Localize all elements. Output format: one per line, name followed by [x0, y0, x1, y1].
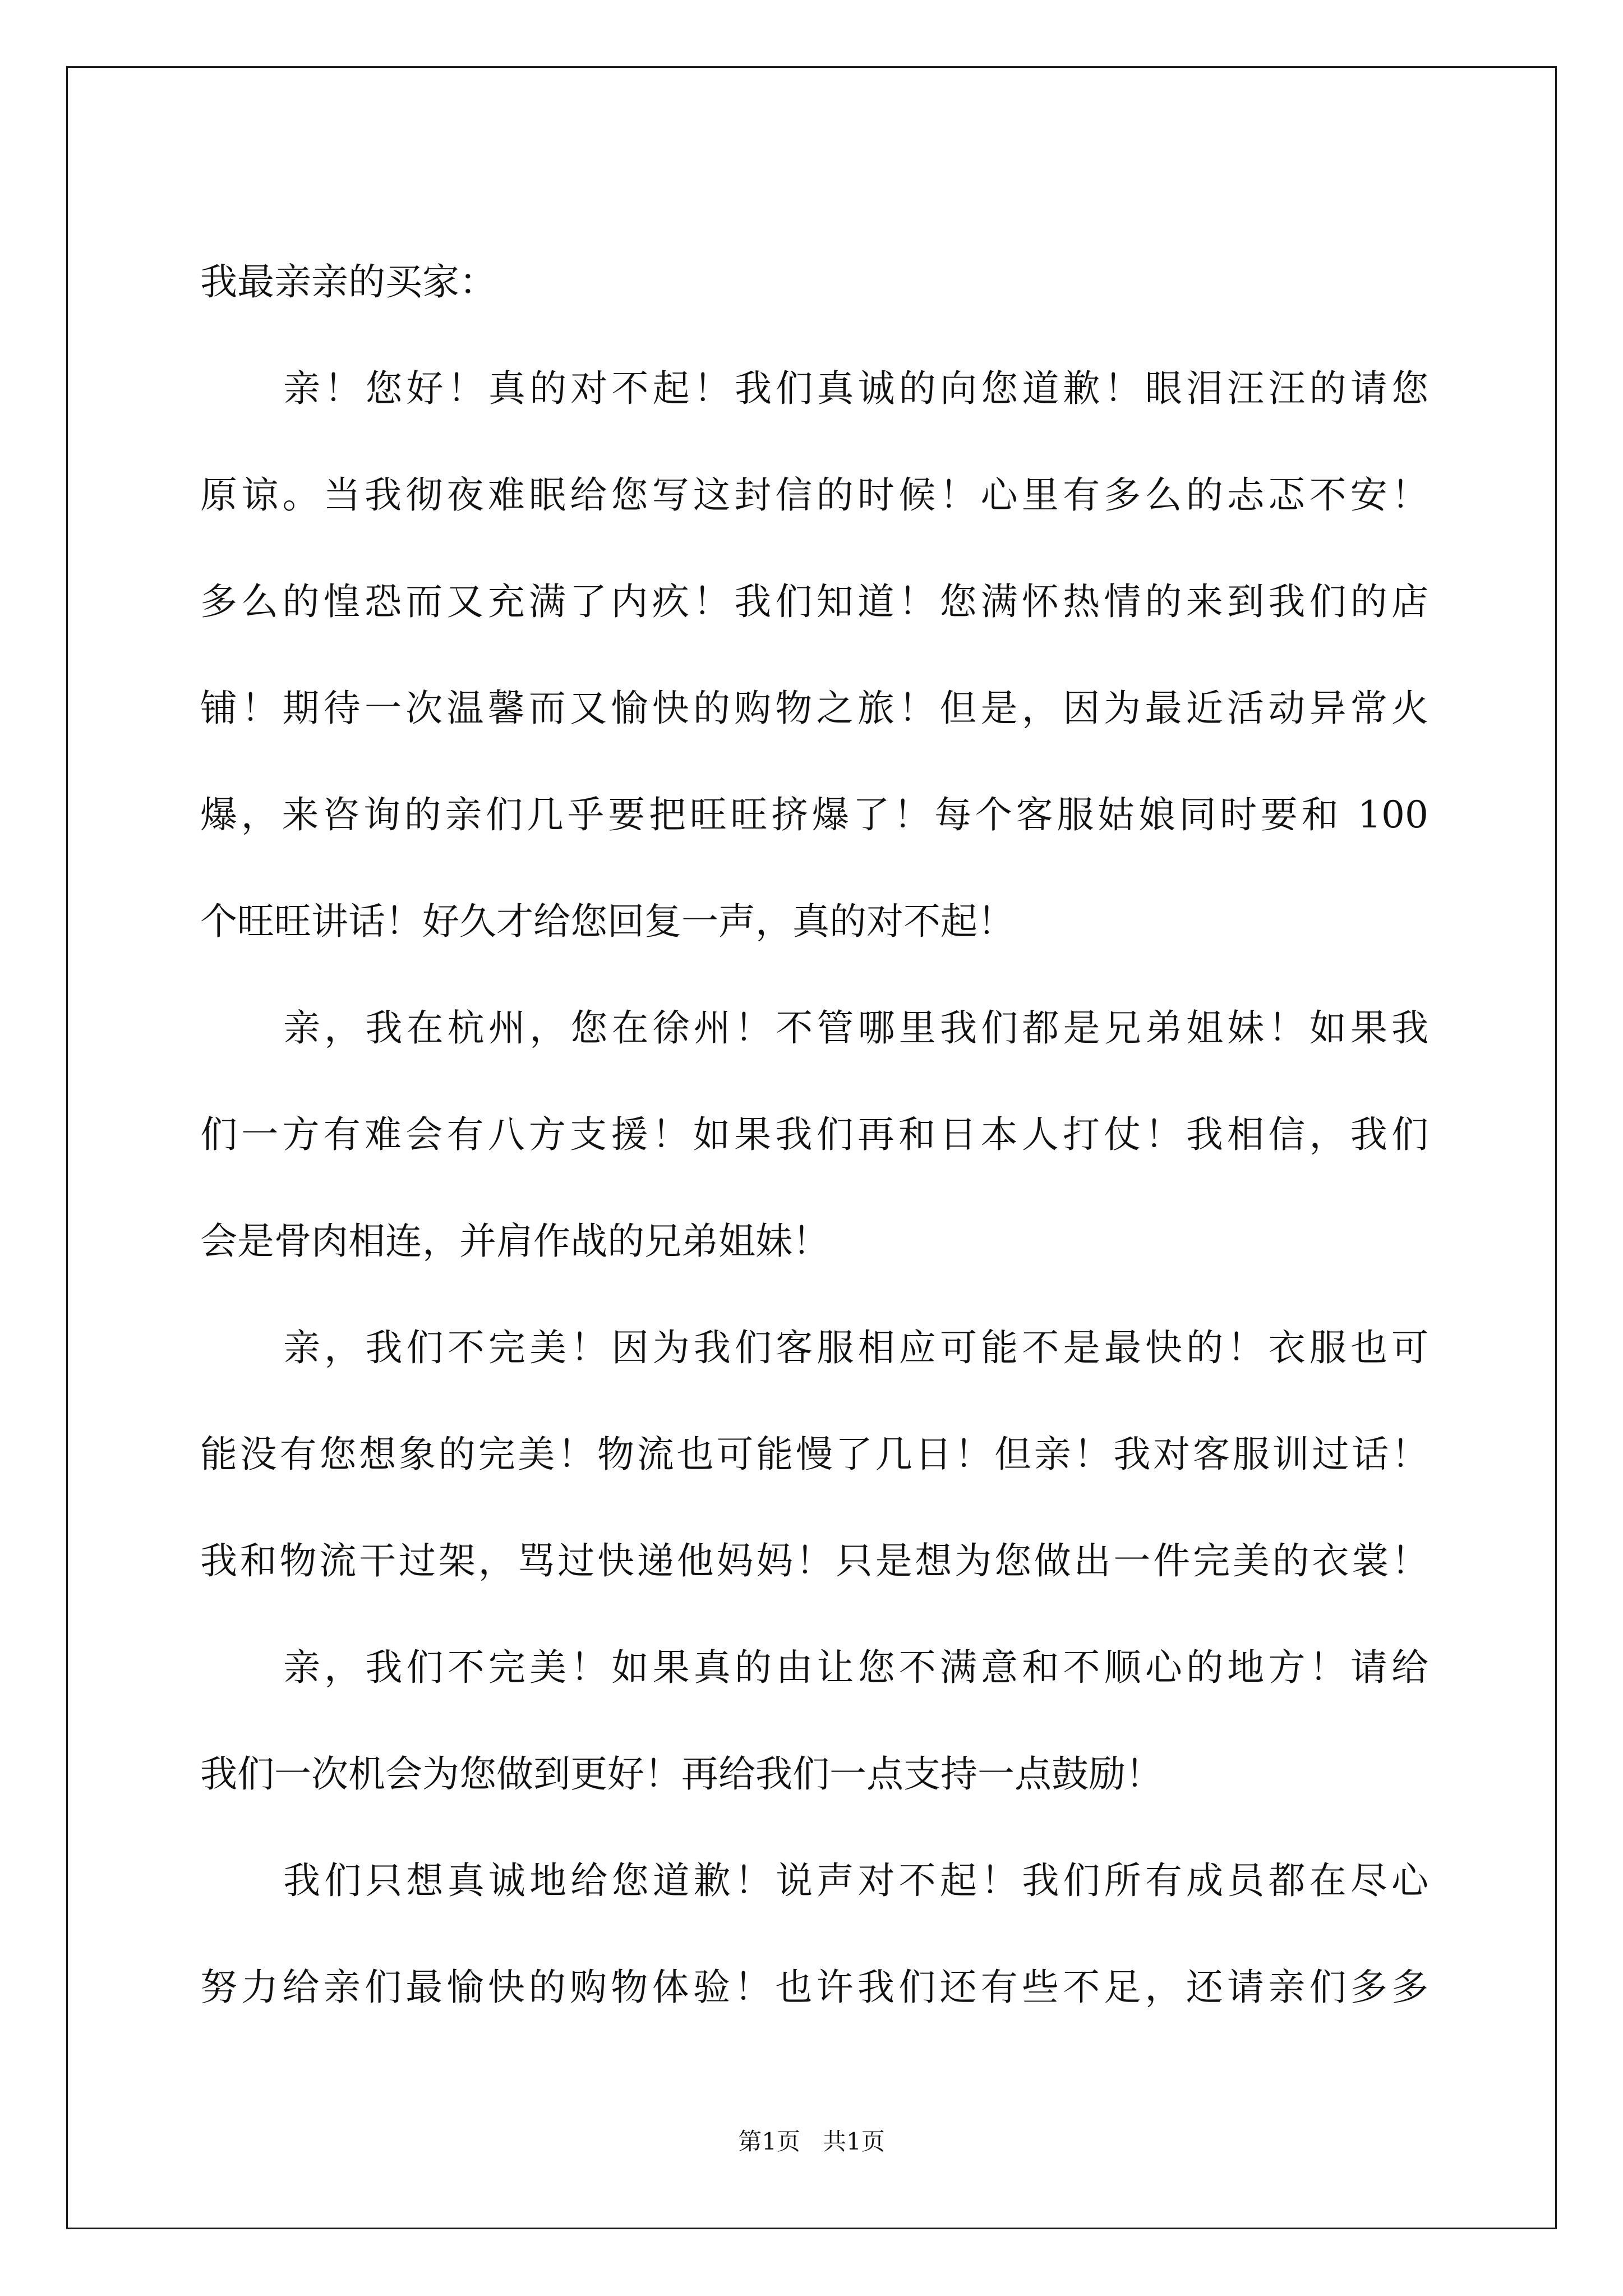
paragraph-2	[200, 975, 1428, 1295]
paragraph-line: 亲！您好！真的对不起！我们真诚的向您道歉！眼泪汪汪的请您	[283, 367, 1428, 410]
paragraph-line: 们一方有难会有八方支援！如果我们再和日本人打仗！我相信，我们	[200, 1113, 1428, 1156]
paragraph-line: 努力给亲们最愉快的购物体验！也许我们还有些不足，还请亲们多多	[200, 1966, 1428, 2009]
paragraph-line: 个旺旺讲话！好久才给您回复一声，真的对不起！	[200, 900, 1015, 943]
letter-body	[200, 229, 1428, 2041]
paragraph-line: 我们只想真诚地给您道歉！说声对不起！我们所有成员都在尽心	[283, 1859, 1428, 1902]
paragraph-4	[200, 1614, 1428, 1828]
paragraph-line: 亲，我在杭州，您在徐州！不管哪里我们都是兄弟姐妹！如果我	[283, 1006, 1428, 1050]
paragraph-5	[200, 1828, 1428, 2041]
paragraph-line: 会是骨肉相连，并肩作战的兄弟姐妹！	[200, 1220, 829, 1263]
page-number-footer: 第1页 共1页	[738, 2128, 885, 2155]
paragraph-1	[200, 335, 1428, 975]
paragraph-line: 爆，来咨询的亲们几乎要把旺旺挤爆了！每个客服姑娘同时要和 100	[200, 793, 1428, 836]
paragraph-line: 亲，我们不完美！因为我们客服相应可能不是最快的！衣服也可	[283, 1326, 1428, 1369]
letter-salutation: 我最亲亲的买家：	[200, 260, 496, 303]
paragraph-line: 铺！期待一次温馨而又愉快的购物之旅！但是，因为最近活动异常火	[200, 687, 1428, 730]
paragraph-3	[200, 1295, 1428, 1614]
paragraph-line: 我们一次机会为您做到更好！再给我们一点支持一点鼓励！	[200, 1752, 1163, 1796]
paragraph-line: 多么的惶恐而又充满了内疚！我们知道！您满怀热情的来到我们的店	[200, 580, 1428, 623]
paragraph-line: 我和物流干过架，骂过快递他妈妈！只是想为您做出一件完美的衣裳！	[200, 1539, 1428, 1582]
paragraph-line: 原谅。当我彻夜难眠给您写这封信的时候！心里有多么的忐忑不安！	[200, 473, 1428, 517]
paragraph-line: 亲，我们不完美！如果真的由让您不满意和不顺心的地方！请给	[283, 1646, 1428, 1689]
paragraph-line: 能没有您想象的完美！物流也可能慢了几日！但亲！我对客服训过话！	[200, 1433, 1428, 1476]
